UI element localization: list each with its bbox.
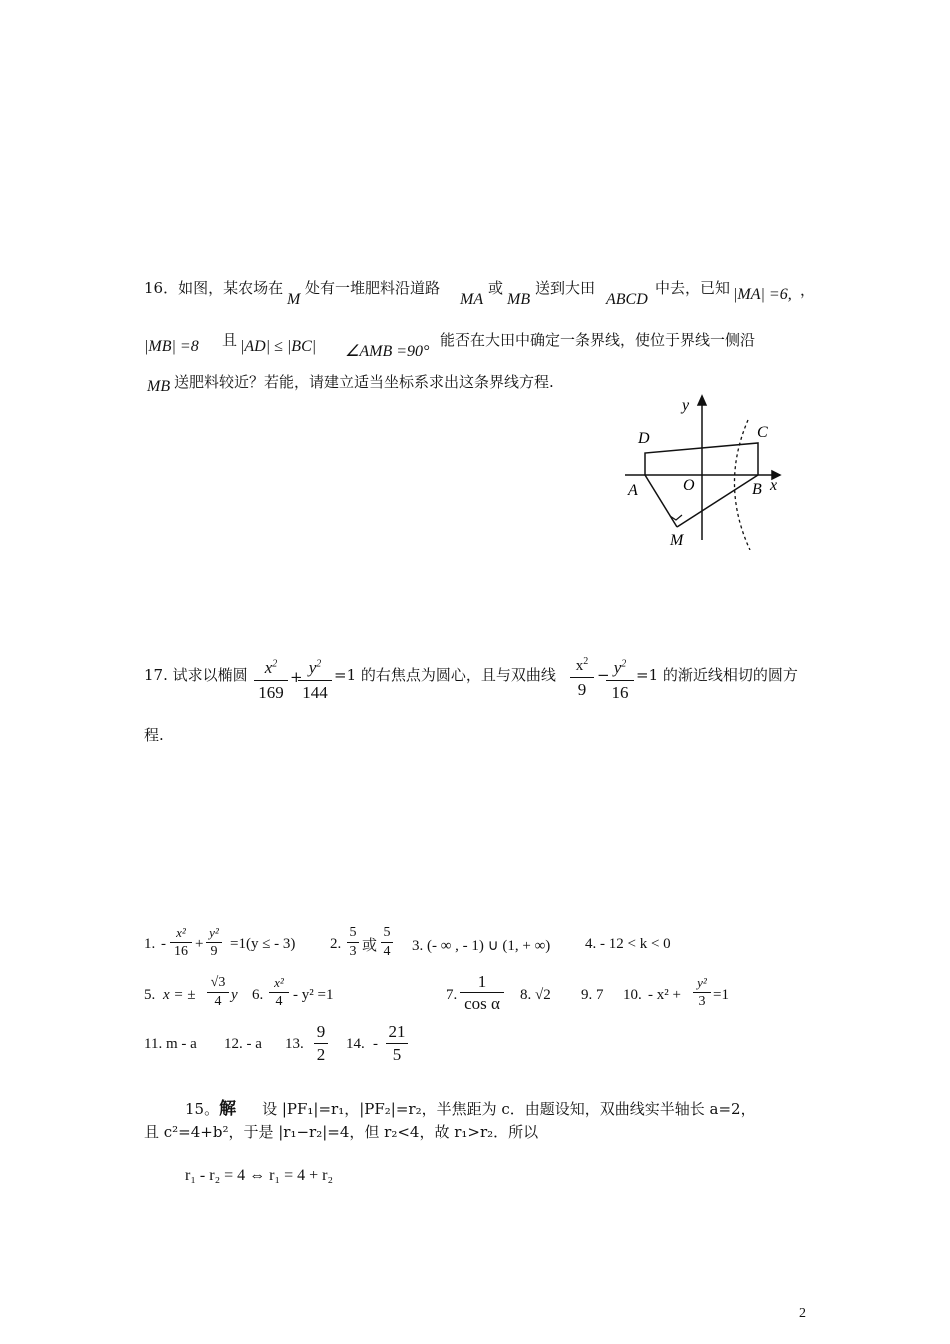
condition-ad-bc: |AD| ≤ |BC| [240, 338, 317, 355]
answer-5-label: 5. [144, 987, 156, 1003]
solution15-text1: 设 |PF₁|=r₁，|PF₂|=r₂，半焦距为 c．由题设知，双曲线实半轴长 a=2， [262, 1100, 756, 1118]
condition-mb: |MB| =8 [144, 338, 199, 355]
point-m-label: M [287, 291, 301, 308]
answer-11: 11. m - a [144, 1036, 197, 1052]
answer-7-label: 7. [446, 987, 458, 1003]
answer-8: 8. √2 [520, 987, 551, 1003]
answer-14-label: 14. [346, 1036, 365, 1052]
solution15-bold: 解 [219, 1099, 237, 1119]
condition-angle: ∠AMB =90° [345, 343, 430, 360]
problem16-line3: 送肥料较近？若能，请建立适当坐标系求出这条界线方程. [174, 373, 554, 391]
and-text: 且 [222, 331, 238, 349]
problem16-mid1: 处有一堆肥料沿道路 [305, 279, 441, 297]
page-number: 2 [799, 1306, 806, 1321]
solution15-line2: 且 c²=4+b²，于是 |r₁−r₂|=4，但 r₂<4，故 r₁>r₂．所以 [144, 1123, 539, 1141]
answer-5-frac: √3 4 [207, 975, 229, 1010]
answer-14-neg: - [373, 1036, 378, 1052]
problem16-prefix: 16．如图，某农场在 [144, 279, 284, 297]
problem16-mid2: 送到大田 [535, 279, 596, 297]
problem17-eq2: =1 的渐近线相切的圆方 [636, 666, 798, 684]
road-mb-label: MB [507, 291, 531, 308]
segment-am [645, 475, 677, 527]
fig-label-a: A [628, 482, 638, 499]
answer-10-pre: - x² + [648, 987, 681, 1003]
fig-label-d: D [638, 430, 650, 447]
comma-1: ， [800, 281, 816, 299]
answer-6-post: - y² =1 [293, 987, 334, 1003]
answer-9: 9. 7 [581, 987, 604, 1003]
answer-7-frac: 1 cos α [460, 972, 504, 1013]
answer-2-frac-2: 5 4 [381, 925, 393, 960]
fig-label-y: y [682, 397, 690, 414]
answer-10-label: 10. [623, 987, 642, 1003]
fig-label-o: O [683, 477, 695, 494]
answer-13-frac: 9 2 [314, 1022, 328, 1065]
fig-label-m: M [670, 532, 684, 549]
answer-1-frac-x: x² 16 [170, 925, 192, 960]
ellipse-term-x: $x^2$ 169 [254, 658, 288, 703]
field-abcd-label: ABCD [606, 291, 648, 308]
problem17-prefix: 17. 试求以椭圆 [144, 666, 248, 684]
problem17-eq1: =1 的右焦点为圆心，且与双曲线 [334, 666, 556, 684]
fig-label-x: x [770, 477, 778, 494]
answer-1-label: 1. [144, 936, 156, 952]
problem16-mid3: 中去，已知 [655, 279, 731, 297]
problem16-line2-tail: 能否在大田中确定一条界线，使位于界线一侧沿 [440, 331, 756, 349]
problem16-line1 [144, 278, 283, 298]
minus-sign: − [597, 666, 610, 684]
answer-5-pre: x = ± [163, 987, 196, 1003]
answer-2-frac-1: 5 3 [347, 925, 359, 960]
solution15-label: 15。 [185, 1100, 220, 1118]
answer-5-post: y [231, 987, 238, 1003]
answer-6-label: 6. [252, 987, 264, 1003]
answer-4: 4. - 12 < k < 0 [585, 936, 671, 952]
figure-16 [620, 390, 790, 550]
hyperbola-term-x: $x^2$ 9 [570, 658, 594, 700]
y-axis-arrow [698, 396, 706, 405]
or-text: 或 [488, 279, 504, 297]
solution15-line1 [185, 1094, 756, 1119]
solution15-line3: r₁ - r₂ = 4 ⇔ r₁ = 4 + r₂ [185, 1167, 334, 1184]
answer-10-frac: y² 3 [693, 975, 711, 1010]
condition-ma: |MA| =6, [733, 286, 792, 303]
hyperbola-term-y: $y^2$ 16 [606, 658, 634, 703]
answer-13-label: 13. [285, 1036, 304, 1052]
fig-label-c: C [757, 424, 768, 441]
road-mb-label-2: MB [147, 378, 171, 395]
plus-sign: + [290, 668, 303, 686]
answer-1-tail: =1(y ≤ - 3) [230, 936, 296, 952]
answer-12: 12. - a [224, 1036, 262, 1052]
answer-3: 3. (- ∞ , - 1) ∪ (1, + ∞) [412, 938, 551, 954]
answer-6-frac: x² 4 [269, 975, 289, 1010]
answer-1-neg: - [161, 936, 166, 952]
problem17-line2: 程. [144, 726, 164, 744]
answer-1-plus: + [195, 936, 204, 952]
answer-1-frac-y: y² 9 [206, 925, 222, 960]
road-ma-label: MA [460, 291, 484, 308]
answer-2-label: 2. [330, 936, 342, 952]
answer-2-or: 或 [362, 938, 378, 954]
answer-10-post: =1 [713, 987, 729, 1003]
answer-14-frac: 21 5 [386, 1022, 408, 1065]
ellipse-term-y: $y^2$ 144 [298, 658, 332, 703]
fig-label-b: B [752, 481, 762, 498]
